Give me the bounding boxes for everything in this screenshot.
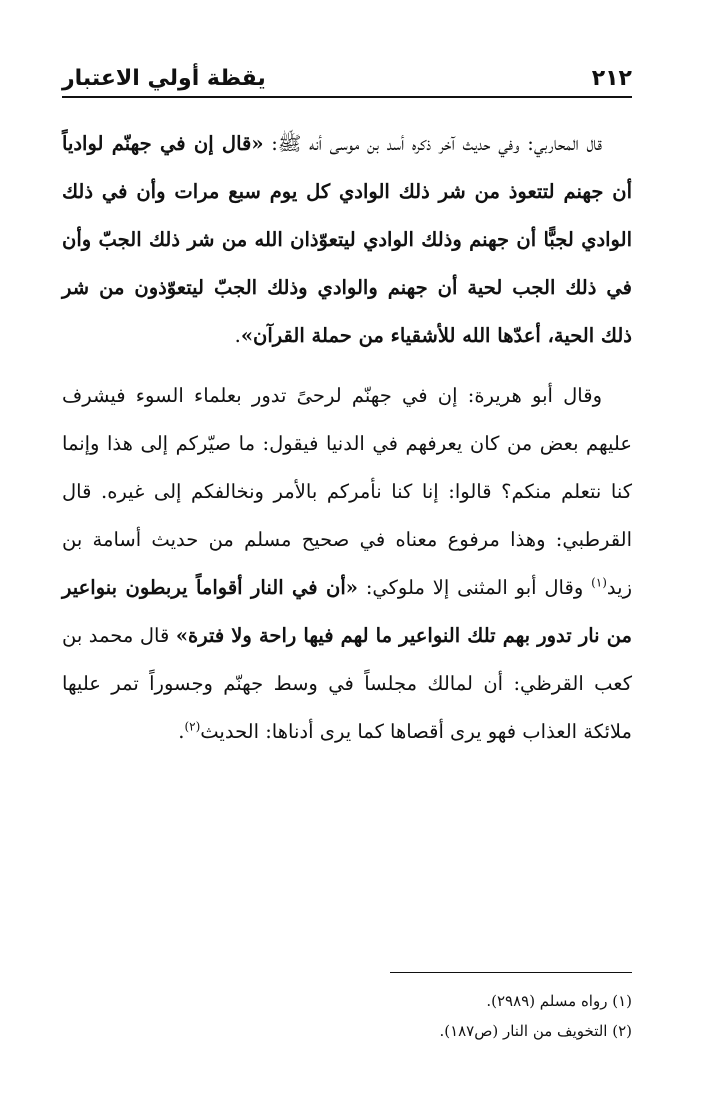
footnote-2: (٢) التخويف من النار (ص١٨٧).	[439, 1022, 632, 1040]
hadith-quote-1: «قال إن في جهنّم لوادياً أن جهنم لتتعوذ من شر ذلك الوادي كل يوم سبع مرات وأن في ذلك الوادي لجبًّا أن جهنم وذلك الوادي ليتعوّذان الله من شر ذلك الجبّ وأن في ذلك الجب لحية أن جهنم والوادي وذلك الجبّ ليتعوّذون من شر ذلك الحية، أعدّها الله للأشقياء من حملة القرآن»	[62, 132, 632, 347]
footnote-ref-1[interactable]: (١)	[591, 575, 607, 590]
paragraph-1-end: .	[234, 324, 241, 347]
hadith-quote-2: «أن في النار أقواماً يربطون بنواعير من نار تدور بهم تلك النواعير ما لهم فيها راحة ولا فترة»	[62, 576, 632, 647]
page-header	[62, 60, 632, 98]
paragraph-2-end: .	[178, 720, 185, 743]
footnote-ref-2[interactable]: (٢)	[184, 719, 201, 734]
footnote-1: (١) رواه مسلم (٢٩٨٩).	[486, 992, 632, 1010]
main-text	[62, 120, 632, 768]
paragraph-2-part-2: وقال أبو المثنى إلا ملوكي:	[357, 576, 592, 599]
paragraph-2-part-3: قال محمد بن كعب القرظي: أن لمالك مجلساً في وسط جهنّم وجسوراً تمر عليها ملائكة العذاب فهو يرى أقصاها كما يرى أدناها: الحديث	[62, 624, 632, 743]
footnote-divider	[390, 972, 632, 973]
page-number: ٢١٢	[591, 65, 632, 91]
footnotes	[62, 986, 632, 1046]
paragraph-2-part-1: وقال أبو هريرة: إن في جهنّم لرحىً تدور بعلماء السوء فيشرف عليهم بعض من كان يعرفهم في الدنيا فيقول: ما صيّركم إلى هذا وإنما كنا نتعلم منكم؟ قالوا: إنا كنا نأمركم بالأمر ونخالفكم إلى غيره. قال القرطبي: وهذا مرفوع معناه في صحيح مسلم من حديث أسامة بن زيد	[62, 384, 633, 599]
paragraph-1-intro: قال المحاربي: وفي حديث آخر ذكره أسد بن موسى أنه ﷺ:	[263, 132, 602, 155]
paragraph-1	[62, 120, 632, 360]
running-title: يقظة أولي الاعتبار	[62, 65, 266, 91]
paragraph-2	[62, 372, 632, 756]
